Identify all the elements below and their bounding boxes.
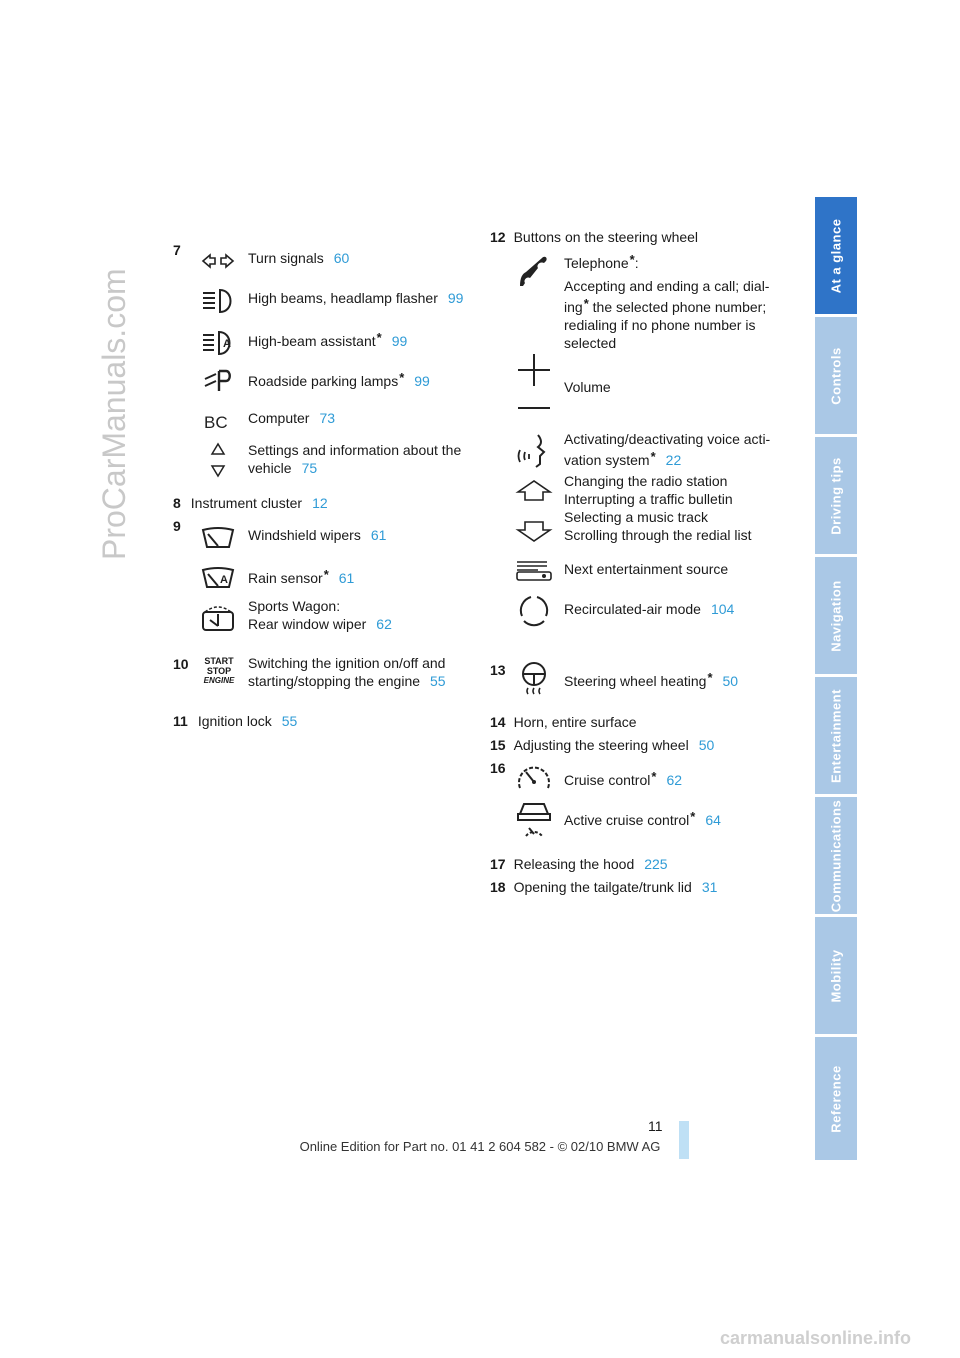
cruise-control-row: Cruise control* 62 [564, 769, 683, 788]
active-cruise-control-row: Active cruise control* 64 [564, 809, 721, 828]
page-number: 11 [648, 1118, 663, 1134]
side-tab-bar [815, 197, 857, 1160]
recirculated-air-icon [514, 592, 554, 628]
high-beams-row: High beams, headlamp flasher 99 [248, 290, 464, 306]
item-number-10: 10 [173, 656, 189, 672]
telephone-row: Telephone*: Accepting and ending a call; dial- ing* the selected phone number; redialing if no phone number is selected [564, 252, 770, 351]
windshield-wipers-row: Windshield wipers 61 [248, 527, 387, 543]
radio-station-row: Changing the radio station Interrupting a traffic bulletin Selecting a music track Scrolling through the redial list [564, 473, 752, 543]
svg-text:A: A [223, 338, 231, 350]
page-ref-link[interactable]: 22 [665, 452, 682, 468]
steering-wheel-heating-icon [514, 660, 554, 696]
ignition-lock-row: 11 Ignition lock 55 [173, 713, 298, 729]
page-ref-link[interactable]: 62 [376, 616, 392, 632]
voice-activation-icon [514, 432, 554, 470]
up-down-arrow-icon [514, 478, 554, 544]
tab-reference[interactable]: Reference [815, 1037, 857, 1160]
page-ref-link[interactable]: 99 [391, 333, 408, 349]
up-down-triangle-icon [200, 440, 236, 480]
entertainment-source-icon [514, 556, 554, 584]
turn-signal-icon [200, 245, 236, 277]
rear-window-wiper-row: Sports Wagon: Rear window wiper 62 [248, 598, 392, 632]
page-ref-link[interactable]: 61 [338, 570, 355, 586]
tab-controls[interactable]: Controls [815, 317, 857, 434]
high-beam-assistant-row: High-beam assistant* 99 [248, 330, 408, 349]
page-ref-link[interactable]: 225 [644, 856, 668, 872]
start-stop-engine-icon: START STOP ENGINE [203, 656, 235, 685]
wiper-icon [200, 522, 236, 554]
high-beam-assistant-icon [200, 325, 236, 357]
adjust-steering-wheel-row: 15 Adjusting the steering wheel 50 [490, 737, 715, 753]
footer-watermark: carmanualsonline.info [720, 1328, 912, 1348]
page-ref-link[interactable]: 99 [414, 373, 430, 389]
svg-text:BC: BC [204, 413, 228, 432]
tailgate-row: 18 Opening the tailgate/trunk lid 31 [490, 879, 718, 895]
entertainment-source-row: Next entertainment source [564, 561, 729, 577]
page-ref-link[interactable]: 60 [333, 250, 350, 266]
volume-icon [514, 352, 554, 414]
page-ref-link[interactable]: 64 [705, 812, 721, 828]
active-cruise-control-icon [514, 798, 554, 838]
tab-navigation[interactable]: Navigation [815, 557, 857, 674]
page-ref-link[interactable]: 31 [701, 879, 718, 895]
steering-wheel-buttons-heading: 12 Buttons on the steering wheel [490, 229, 699, 245]
parking-lamp-icon [200, 365, 236, 397]
item-number-13: 13 [490, 662, 506, 678]
tab-entertainment[interactable]: Entertainment [815, 677, 857, 794]
tab-communications[interactable]: Communications [815, 797, 857, 914]
page-ref-link[interactable]: 55 [281, 713, 298, 729]
page-ref-link[interactable]: 104 [710, 601, 735, 617]
computer-bc-icon [200, 405, 236, 437]
instrument-cluster-row: 8 Instrument cluster 12 [173, 495, 328, 511]
tab-at-a-glance[interactable]: At a glance [815, 197, 857, 314]
voice-system-row: Activating/deactivating voice acti- vation system* 22 [564, 431, 771, 468]
high-beam-icon [200, 285, 236, 317]
tab-driving-tips[interactable]: Driving tips [815, 437, 857, 554]
page-ref-link[interactable]: 50 [698, 737, 715, 753]
svg-text:A: A [220, 574, 228, 586]
page-ref-link[interactable]: 99 [447, 290, 464, 306]
tab-mobility[interactable]: Mobility [815, 917, 857, 1034]
telephone-icon [514, 252, 554, 290]
page-ref-link[interactable]: 50 [722, 673, 739, 689]
ignition-start-stop-row: Switching the ignition on/off and starting/stopping the engine 55 [248, 655, 446, 689]
page-ref-link[interactable]: 75 [301, 460, 318, 476]
turn-signals-row: Turn signals 60 [248, 250, 350, 266]
rear-wiper-icon [200, 600, 236, 636]
volume-row: Volume [564, 379, 611, 395]
steering-wheel-heating-row: Steering wheel heating* 50 [564, 670, 739, 689]
page-ref-link[interactable]: 62 [666, 772, 683, 788]
watermark: ProCarManuals.com [96, 268, 132, 560]
cruise-control-icon [514, 760, 554, 796]
page-ref-link[interactable]: 12 [312, 495, 328, 511]
recirculated-air-row: Recirculated-air mode 104 [564, 601, 735, 617]
item-number-16: 16 [490, 760, 506, 776]
rain-sensor-icon [200, 562, 236, 594]
settings-row: Settings and information about the vehicle 75 [248, 442, 462, 476]
item-number-7: 7 [173, 242, 181, 258]
page-ref-link[interactable]: 61 [370, 527, 387, 543]
parking-lamps-row: Roadside parking lamps* 99 [248, 370, 430, 389]
horn-row: 14 Horn, entire surface [490, 714, 637, 730]
footer-text: Online Edition for Part no. 01 41 2 604 582 - © 02/10 BMW AG [299, 1139, 661, 1154]
rain-sensor-row: Rain sensor* 61 [248, 567, 355, 586]
page-ref-link[interactable]: 73 [319, 410, 336, 426]
page-ref-link[interactable]: 55 [430, 673, 446, 689]
release-hood-row: 17 Releasing the hood 225 [490, 856, 668, 872]
item-number-9: 9 [173, 518, 181, 534]
computer-row: Computer 73 [248, 410, 336, 426]
